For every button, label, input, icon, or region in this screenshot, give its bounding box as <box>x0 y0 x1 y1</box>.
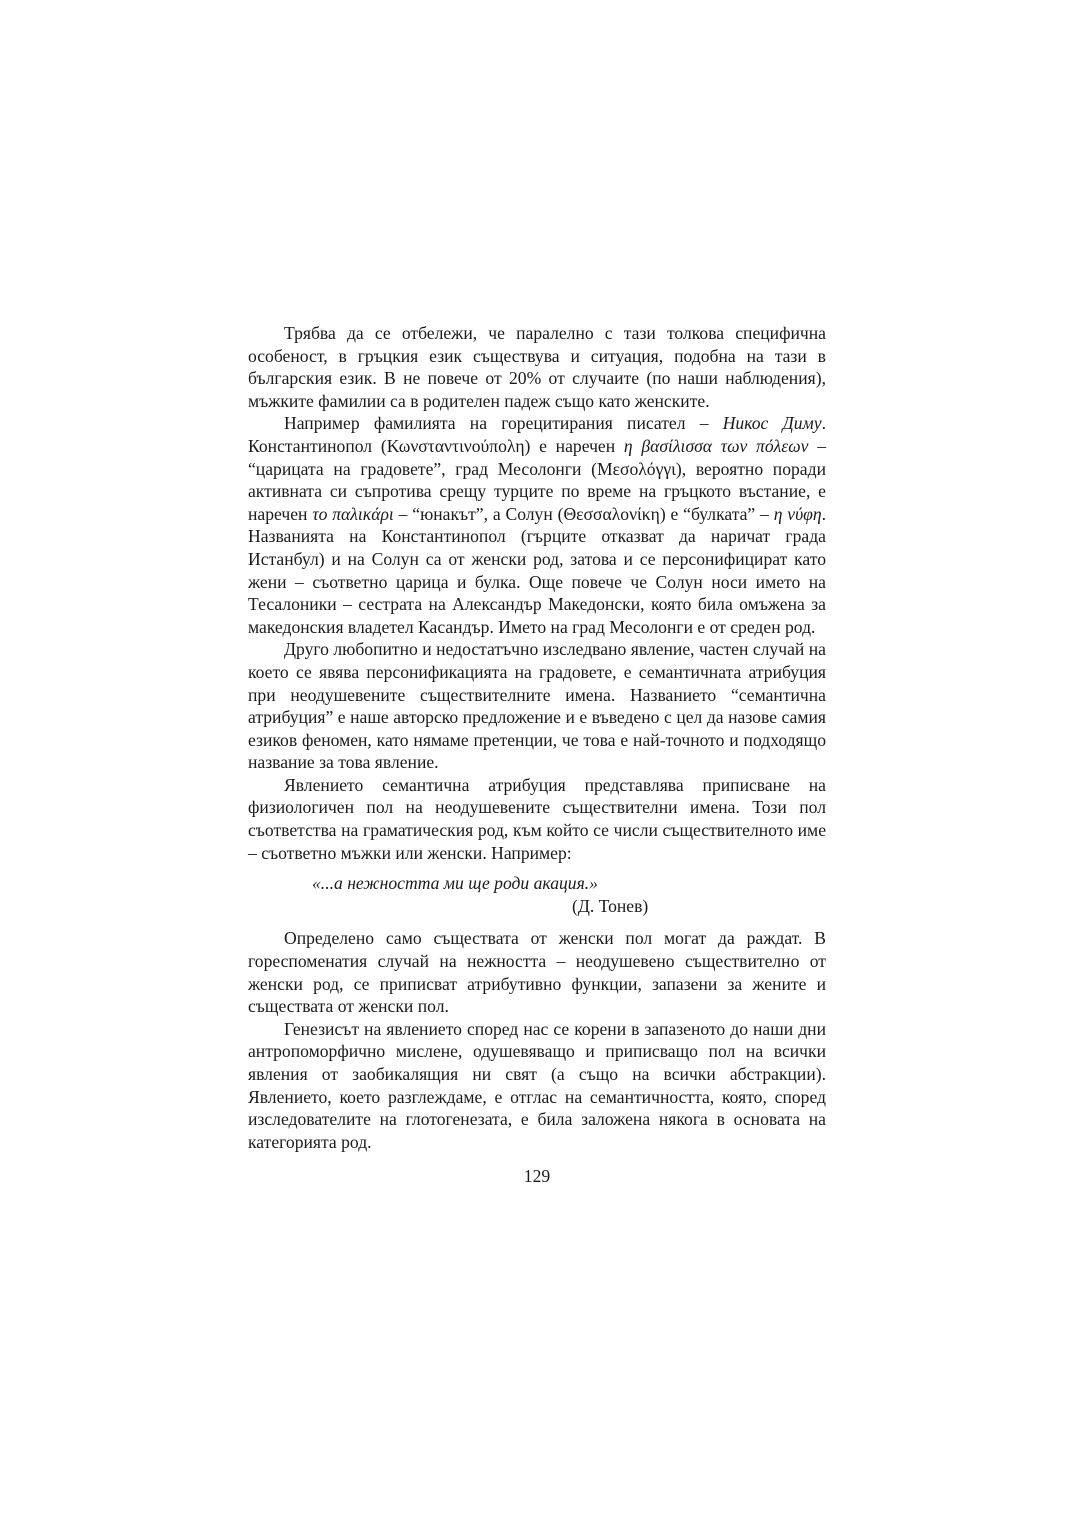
paragraph-2-text-6: – “юнакът”, а Солун ( <box>393 503 564 524</box>
author-name-italic: Никос Диму <box>722 413 822 434</box>
greek-phrase-the-brave: το παλικάρι <box>312 503 394 524</box>
greek-word-mesolongi: Μεσολόγγι <box>596 458 676 479</box>
page-number: 129 <box>523 1166 551 1187</box>
paragraph-2-text-2: . Константинопол ( <box>248 413 826 456</box>
greek-word-thessaloniki: Θεσσαλονίκη <box>563 503 660 524</box>
greek-phrase-the-bride: η νύφη <box>773 503 822 524</box>
paragraph-5: Определено само съществата от женски пол могат да раждат. В гореспоменатия случай на нежността – неодушевено съществително от женски род, се приписват атрибутивно функции, запазени за жените и съществата от женски пол. <box>248 928 826 1017</box>
book-page <box>248 322 826 1188</box>
paragraph-3: Друго любопитно и недостатъчно изследвано явление, частен случай на което се явява персонификацията на градовете, е семантичната атрибуция при неодушевените съществителните имена. Названието “семантична атрибуция” е наше авторско предложение и е въведено с цел да назове самия езиков феномен, като нямаме претенции, че това е най-точното и подходящо название за това явление. <box>248 639 826 773</box>
paragraph-6: Генезисът на явлението според нас се корени в запазеното до наши дни антропоморфично мислене, одушевяващо и приписващо пол на всички явления от заобикалящия ни свят (а също на всички абстракции). Явлението, което разглеждаме, е отглас на семантичността, която, според изследователите на глотогенезата, е била заложена някога в основата на категорията род. <box>248 1018 826 1152</box>
paragraph-2-text-7: ) е “булката” – <box>659 503 774 524</box>
greek-phrase-queen-of-cities: η βασίλισσα των πόλεων <box>623 435 809 456</box>
paragraph-4: Явлението семантична атрибуция представлява приписване на физиологичен пол на неодушевените съществителни имена. Този пол съответства на граматическия род, към който се числи съществителното име – съответно мъжки или женски. Например: <box>248 774 826 863</box>
paragraph-2-text-1: Например фамилията на горецитирания писател – <box>284 413 723 434</box>
quote-author: (Д. Тонев) <box>572 895 649 916</box>
greek-word-constantinople: Κωνσταντινούπολη <box>386 435 525 456</box>
paragraph-2-text-4: – “царицата на градовете”, град Месолонги ( <box>248 435 826 479</box>
paragraph-2-text-8: . Названията на Константинопол (гърците отказват да наричат града Истанбул) и на Солун са от женски род, затова и се персонифицират като жени – съответно царица и булка. Още повече че Солун носи името на Тесалоники – сестрата на Александър Македонски, която била омъжена за македонския владетел Касандър. Името на град Месолонги е от среден род. <box>248 503 827 637</box>
paragraph-1: Трябва да се отбележи, че паралелно с тази толкова специфична особеност, в гръцкия език съществува и ситуация, подобна на тази в българския език. В не повече от 20% от случаите (по наши наблюдения), мъжките фамилии са в родителен падеж също като женските. <box>248 323 826 411</box>
paragraph-2-text-3: ) е наречен <box>524 435 624 456</box>
paragraph-2 <box>248 412 826 638</box>
paragraph-2-text-5: ), вероятно поради активната си съпротива срещу турците по време на гръцкото въстание, е наречен <box>248 458 826 524</box>
quote-block <box>248 872 826 917</box>
quote-text: «...а нежността ми ще роди акация.» <box>312 873 598 894</box>
